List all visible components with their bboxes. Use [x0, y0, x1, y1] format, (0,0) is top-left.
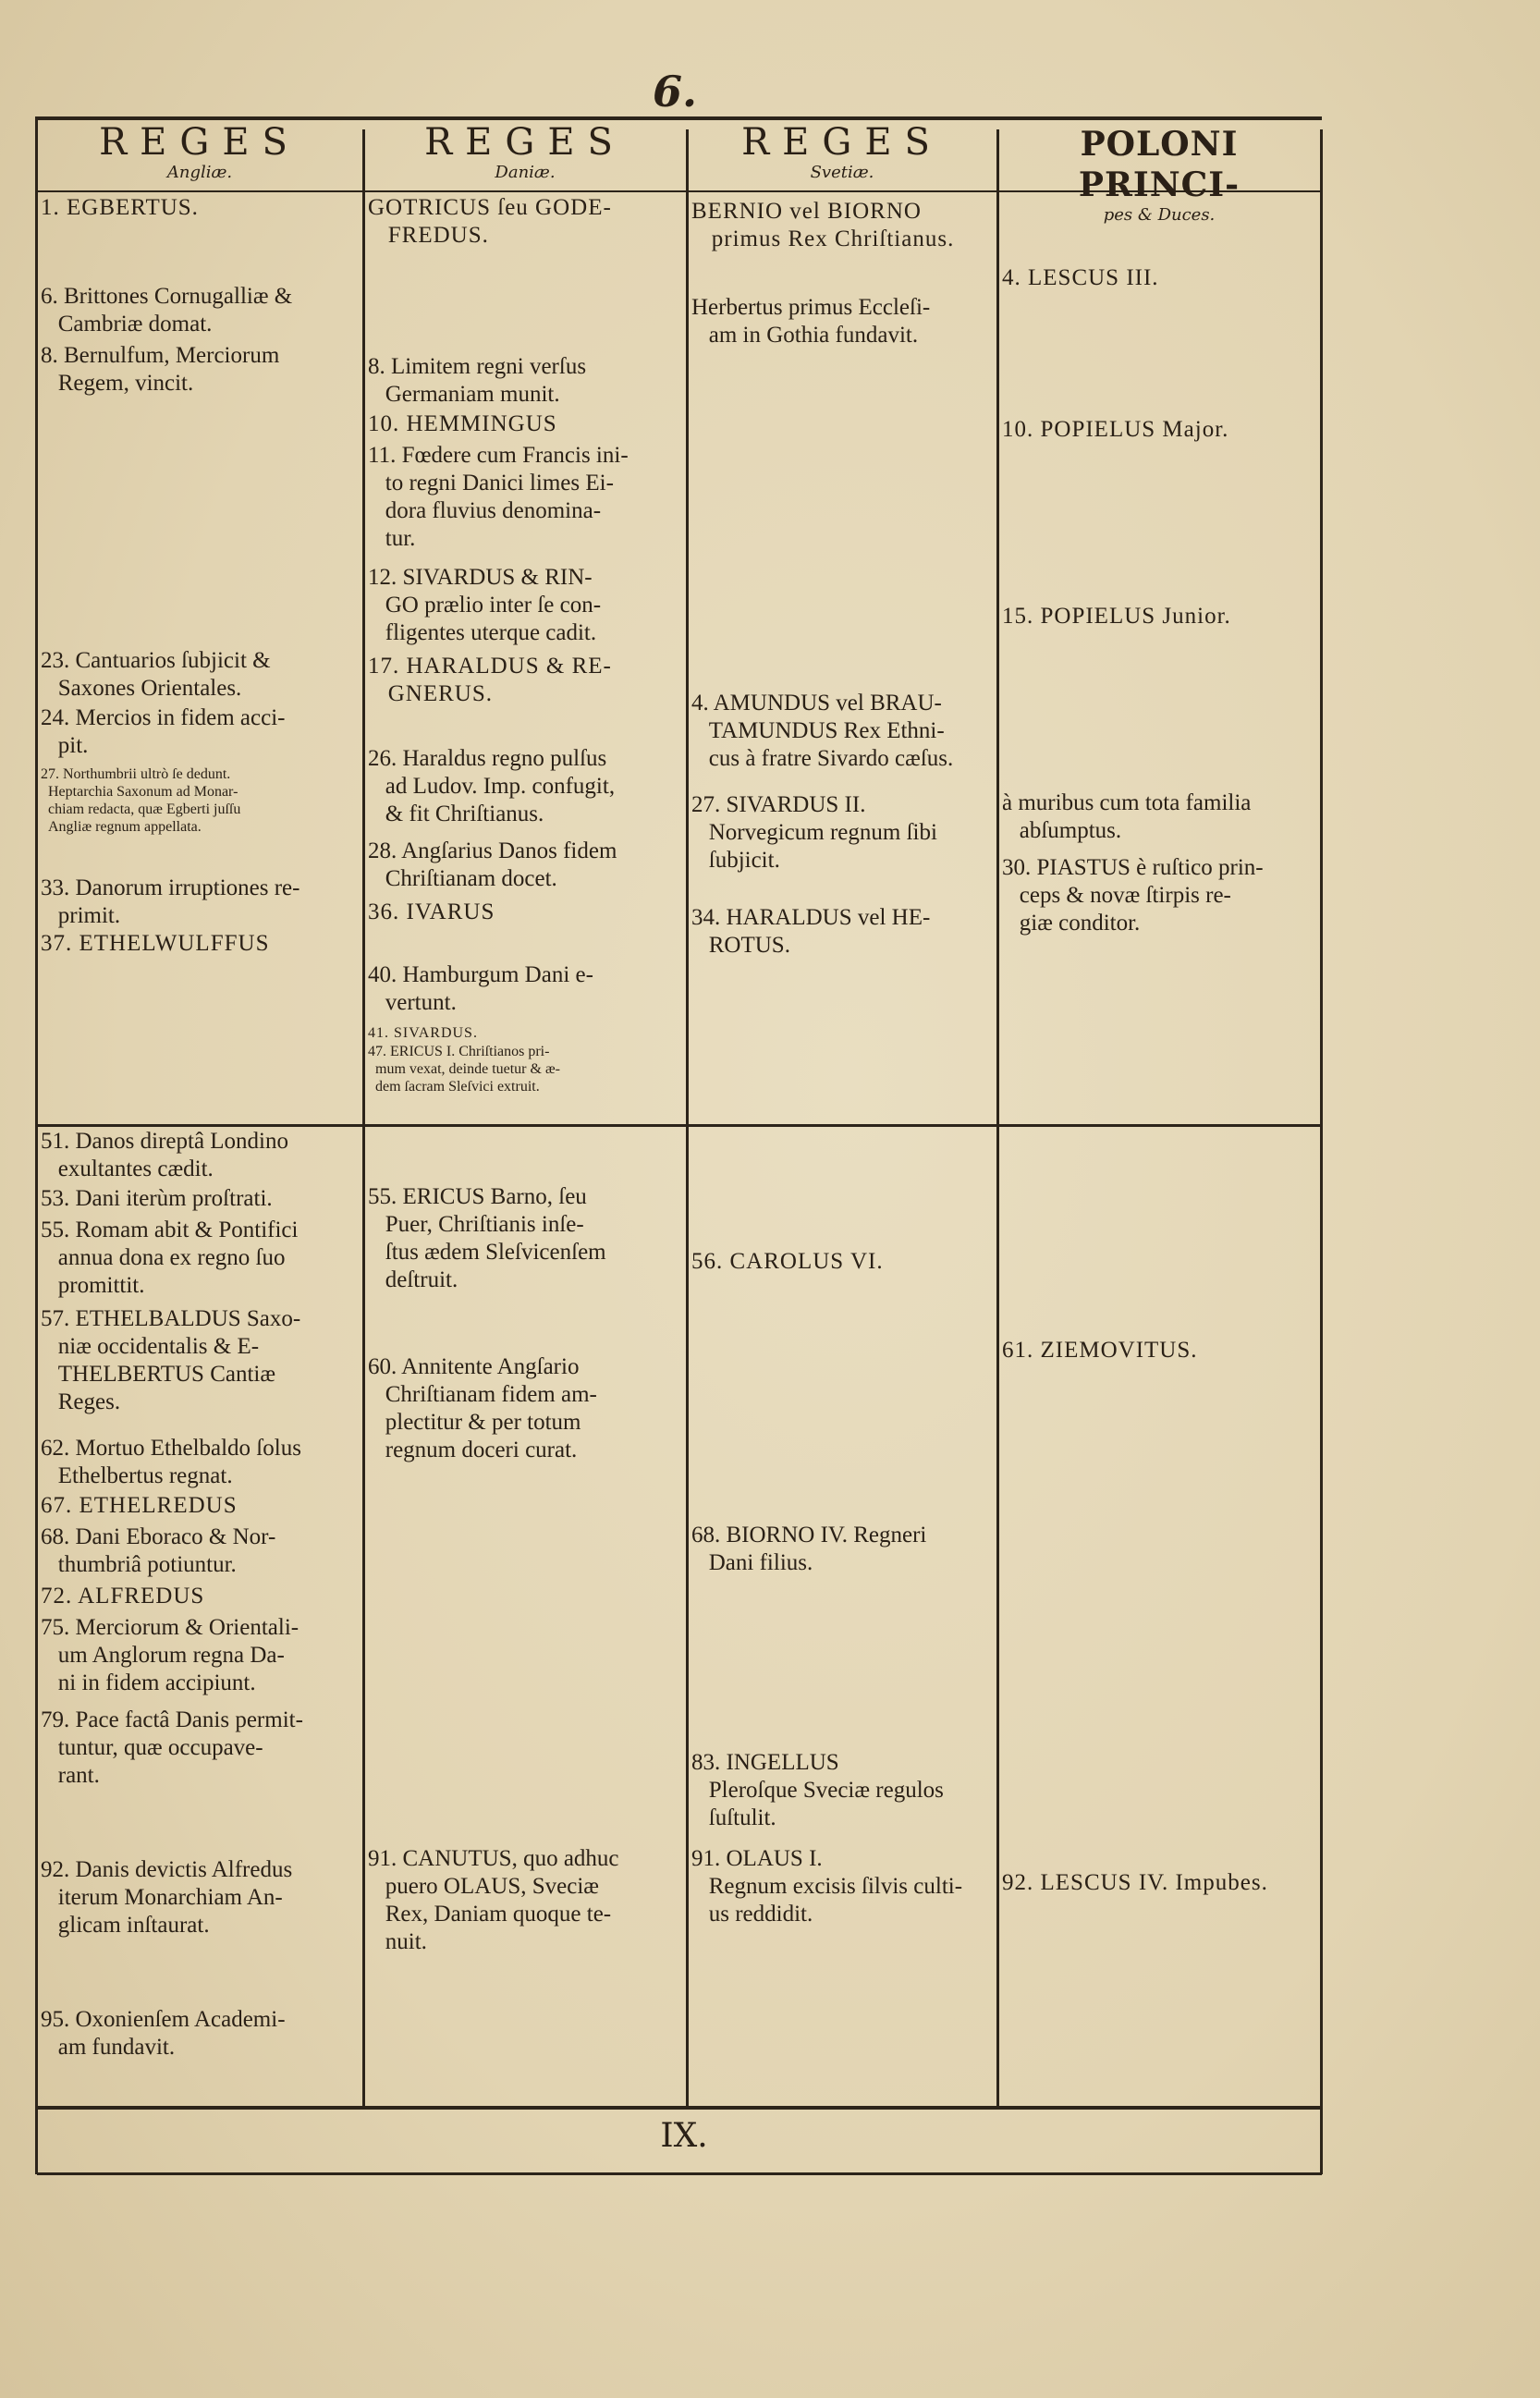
entry-polonia: 4. LESCUS III.	[1002, 265, 1159, 290]
entry-dania: 47. ERICUS I. Chriſtianos pri- mum vexat, deinde tuetur & æ- dem ſacram Sleſvici extruit.	[368, 1044, 560, 1095]
entry-anglia: 55. Romam abit & Pontifici annua dona ex regno ſuo promittit.	[41, 1217, 299, 1298]
entry-polonia: 61. ZIEMOVITUS.	[1002, 1338, 1198, 1363]
entry-anglia: 33. Danorum irruptiones re- primit.	[41, 875, 300, 928]
entry-polonia: 30. PIASTUS è ruſtico prin- ceps & novæ ſtirpis re- giæ conditor.	[1002, 855, 1264, 936]
bottom-rule-1	[37, 2106, 1322, 2110]
middle-rule	[37, 1124, 1322, 1127]
entry-anglia: 8. Bernulfum, Merciorum Regem, vincit.	[41, 343, 280, 396]
column-subtitle: pes & Duces.	[1103, 205, 1216, 225]
divider-2	[686, 129, 689, 2108]
column-header-svetia	[690, 122, 995, 183]
column-header-polonia	[1000, 124, 1318, 226]
entry-polonia: 92. LESCUS IV. Impubes.	[1002, 1870, 1268, 1895]
entry-dania: 40. Hamburgum Dani e- vertunt.	[368, 962, 593, 1015]
column-title: REGES	[424, 121, 626, 164]
column-header-anglia	[39, 122, 361, 183]
entry-dania: GOTRICUS ſeu GODE- FREDUS.	[368, 195, 612, 248]
entry-dania: 60. Annitente Angſario Chriſtianam fidem am- plectitur & per totum regnum doceri curat.	[368, 1354, 597, 1462]
entry-svetia: BERNIO vel BIORNO primus Rex Chriſtianus.	[691, 199, 955, 251]
bottom-rule-2	[37, 2172, 1322, 2175]
entry-svetia: 4. AMUNDUS vel BRAU- TAMUNDUS Rex Ethni- cus à fratre Sivardo cæſus.	[691, 691, 954, 771]
entry-anglia: 57. ETHELBALDUS Saxo- niæ occidentalis & E- THELBERTUS Cantiæ Reges.	[41, 1306, 301, 1414]
entry-anglia: 92. Danis devictis Alfredus iterum Monarchiam An- glicam inſtaurat.	[41, 1857, 293, 1938]
entry-dania: 26. Haraldus regno pulſus ad Ludov. Imp. confugit, & fit Chriſtianus.	[368, 746, 616, 826]
divider-1	[362, 129, 365, 2108]
column-title: POLONI PRINCI-	[1078, 125, 1241, 204]
entry-anglia: 23. Cantuarios ſubjicit & Saxones Orientales.	[41, 648, 271, 701]
entry-polonia: à muribus cum tota familia abſumptus.	[1002, 790, 1252, 843]
entry-anglia: 79. Pace factâ Danis permit- tuntur, quæ occupave- rant.	[41, 1707, 303, 1788]
entry-anglia: 53. Dani iterùm proſtrati.	[41, 1186, 273, 1211]
entry-svetia: 56. CAROLUS VI.	[691, 1249, 884, 1274]
entry-dania: 10. HEMMINGUS	[368, 411, 557, 436]
column-title: REGES	[99, 121, 300, 164]
entry-anglia: 67. ETHELREDUS	[41, 1493, 238, 1518]
entry-dania: 28. Angſarius Danos fidem Chriſtianam docet.	[368, 838, 617, 891]
entry-anglia: 37. ETHELWULFFUS	[41, 931, 270, 956]
entry-svetia: 83. INGELLUS Pleroſque Sveciæ regulos ſuſtulit.	[691, 1750, 944, 1830]
entry-anglia: 72. ALFREDUS	[41, 1584, 205, 1609]
column-title: REGES	[741, 121, 943, 164]
entry-anglia: 95. Oxonienſem Academi- am fundavit.	[41, 2007, 286, 2060]
column-subtitle: Daniæ.	[495, 163, 556, 182]
column-header-dania	[366, 122, 684, 183]
entry-dania: 36. IVARUS	[368, 899, 495, 924]
entry-dania: 12. SIVARDUS & RIN- GO prælio inter ſe con- fligentes uterque cadit.	[368, 565, 602, 645]
entry-anglia: 6. Brittones Cornugalliæ & Cambriæ domat.	[41, 284, 293, 336]
entry-svetia: Herbertus primus Eccleſi- am in Gothia fundavit.	[691, 295, 931, 348]
entry-dania: 11. Fœdere cum Francis ini- to regni Danici limes Ei- dora fluvius denomina- tur.	[368, 443, 629, 551]
page-number: 6.	[652, 67, 698, 116]
entry-svetia: 91. OLAUS I. Regnum excisis ſilvis culti- us reddidit.	[691, 1846, 963, 1927]
entry-anglia: 27. Northumbrii ultrò ſe dedunt. Heptarchia Saxonum ad Monar- chiam redacta, quæ Egberti juſſu Angliæ regnum appellata.	[41, 766, 241, 835]
entry-polonia: 10. POPIELUS Major.	[1002, 417, 1229, 442]
entry-dania: 17. HARALDUS & RE- GNERUS.	[368, 654, 612, 706]
top-rule	[37, 116, 1322, 120]
entry-svetia: 27. SIVARDUS II. Norvegicum regnum ſibi ſubjicit.	[691, 792, 937, 873]
divider-3	[996, 129, 999, 2108]
entry-anglia: 75. Merciorum & Orientali- um Anglorum regna Da- ni in fidem accipiunt.	[41, 1615, 299, 1695]
column-subtitle: Svetiæ.	[810, 163, 874, 182]
left-border	[35, 116, 38, 2174]
column-subtitle: Angliæ.	[166, 163, 233, 182]
entry-anglia: 62. Mortuo Ethelbaldo ſolus Ethelbertus regnat.	[41, 1436, 301, 1488]
entry-dania: 8. Limitem regni verſus Germaniam munit.	[368, 354, 587, 407]
right-border	[1320, 129, 1323, 2174]
entry-anglia: 51. Danos direptâ Londino exultantes cædit.	[41, 1129, 289, 1181]
entry-anglia: 24. Mercios in fidem acci- pit.	[41, 705, 286, 758]
entry-svetia: 34. HARALDUS vel HE- ROTUS.	[691, 905, 931, 958]
entry-svetia: 68. BIORNO IV. Regneri Dani filius.	[691, 1523, 927, 1575]
entry-dania: 91. CANUTUS, quo adhuc puero OLAUS, Sveciæ Rex, Daniam quoque te- nuit.	[368, 1846, 619, 1954]
signature-mark: IX.	[660, 2117, 708, 2155]
entry-anglia: 1. EGBERTUS.	[41, 195, 199, 220]
entry-dania: 41. SIVARDUS.	[368, 1025, 478, 1041]
entry-anglia: 68. Dani Eboraco & Nor- thumbriâ potiuntur.	[41, 1524, 276, 1577]
entry-dania: 55. ERICUS Barno, ſeu Puer, Chriſtianis inſe- ſtus ædem Sleſvicenſem deſtruit.	[368, 1184, 606, 1292]
entry-polonia: 15. POPIELUS Junior.	[1002, 604, 1231, 629]
